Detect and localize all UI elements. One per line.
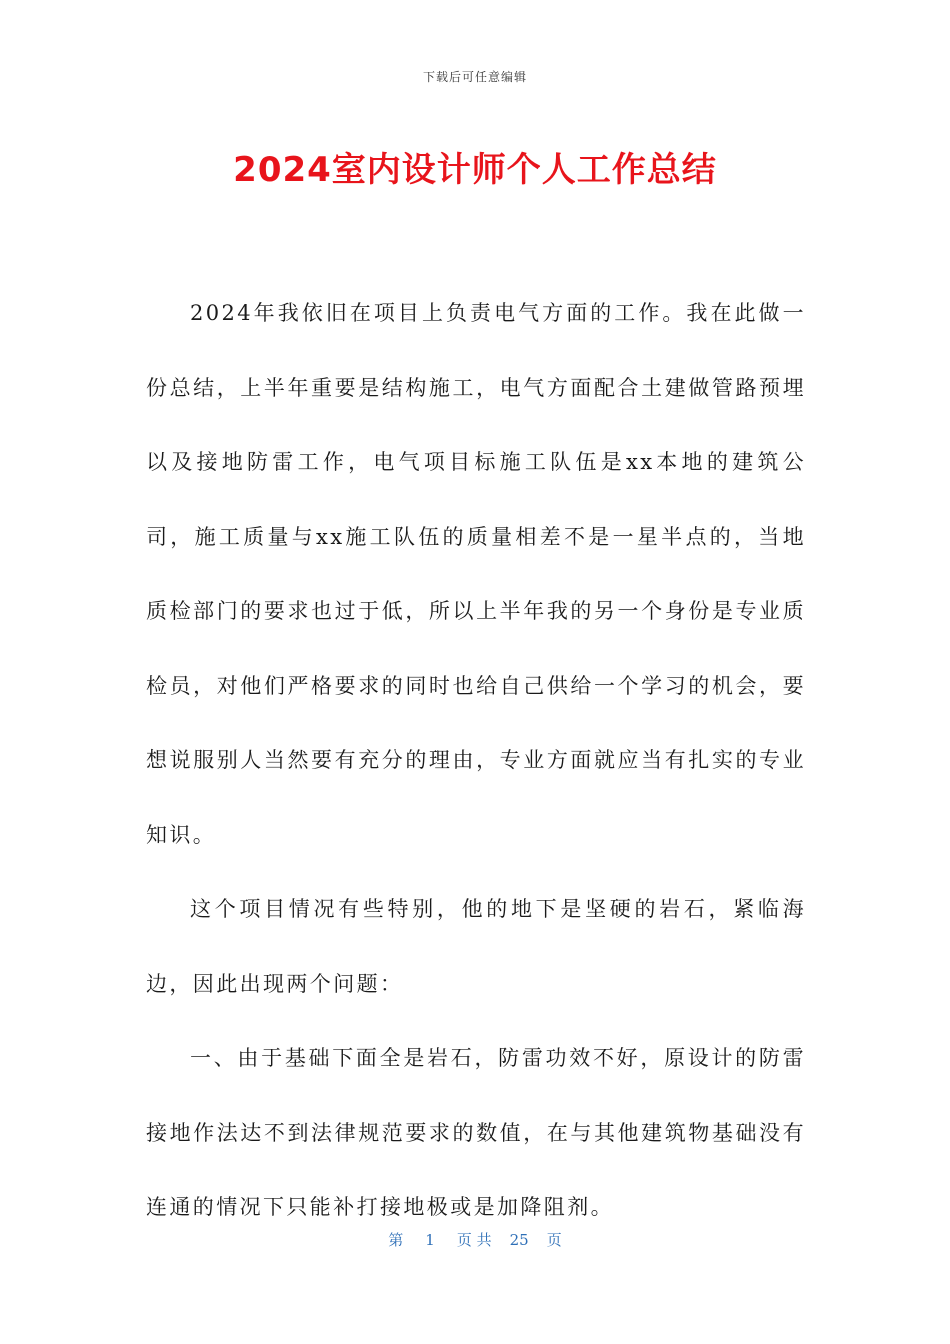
document-title: 2024室内设计师个人工作总结 xyxy=(233,150,717,190)
paragraph-2: 这个项目情况有些特别，他的地下是坚硬的岩石，紧临海边，因此出现两个问题： xyxy=(146,897,806,996)
footer-prefix: 第 xyxy=(388,1231,404,1249)
header-note: 下载后可任意编辑 xyxy=(422,70,527,84)
page-footer xyxy=(0,1229,950,1250)
document-body xyxy=(146,276,806,1245)
footer-suffix: 页 xyxy=(546,1231,562,1249)
paragraph-1: 2024年我依旧在项目上负责电气方面的工作。我在此做一份总结，上半年重要是结构施工，电气方面配合土建做管路预埋以及接地防雷工作，电气项目标施工队伍是xx本地的建筑公司，施工质量与xx施工队伍的质量相差不是一星半点的，当地质检部门的要求也过于低，所以上半年我的另一个身份是专业质检员，对他们严格要求的同时也给自己供给一个学习的机会，要想说服别人当然要有充分的理由，专业方面就应当有扎实的专业知识。 xyxy=(146,301,806,847)
footer-middle: 页 共 xyxy=(456,1231,492,1249)
footer-total-pages: 25 xyxy=(509,1231,529,1249)
paragraph-3: 一、由于基础下面全是岩石，防雷功效不好，原设计的防雷接地作法达不到法律规范要求的数值，在与其他建筑物基础没有连通的情况下只能补打接地极或是加降阻剂。 xyxy=(146,1046,806,1219)
footer-current-page: 1 xyxy=(425,1231,435,1249)
